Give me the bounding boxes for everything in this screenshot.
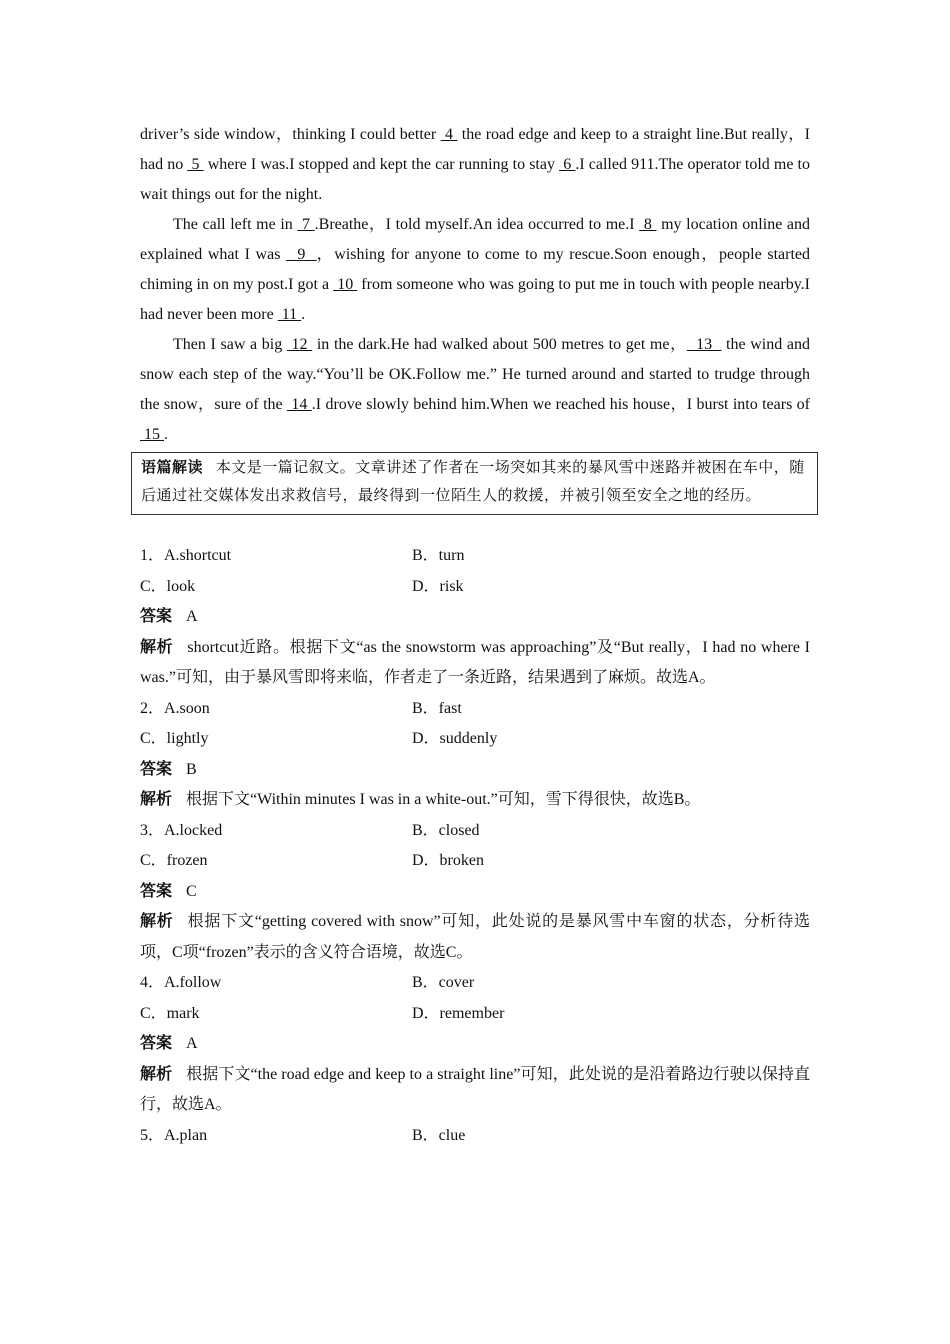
passage-text: . [164,426,168,443]
question-item [140,694,810,816]
analysis-line [140,1060,810,1121]
options-row [140,999,810,1030]
option-d: D．suddenly [412,730,498,747]
passage-paragraph-2 [140,210,810,330]
option-d: D．remember [412,1004,505,1022]
analysis-label: 解析 [140,638,174,656]
answer-label: 答案 [140,882,173,900]
answer-line [140,877,810,908]
option-c: C．lightly [140,730,209,747]
passage-text: driver’s side window，thinking I could better [140,126,441,143]
answer-value: A [186,1035,198,1052]
passage-text: The call left me in [173,216,298,233]
option-a: 2．A.soon [140,699,210,717]
question-item [140,816,810,969]
passage-text: .I called 911.The operator told me to wait things out for the night. [140,156,810,203]
summary-label: 语篇解读 [141,460,204,476]
question-5-options-row-1 [140,1121,810,1152]
passage-text: from someone who was going to put me in touch with people nearby.I had never been more [140,276,811,323]
blank-underline: 8 [639,216,657,233]
answer-value: A [186,608,198,625]
blank-underline: 6 [559,156,576,173]
passage-text: . [301,306,306,323]
passage-text: .Breathe，I told myself.An idea occurred to me.I [314,216,640,233]
option-b: B．closed [412,821,480,839]
blank-underline: 15 [140,426,164,443]
passage-text: in the dark.He had walked about 500 metres to get me， [312,336,687,353]
option-b: B．turn [412,547,465,564]
passage-text: where I was.I stopped and kept the car running to stay [203,156,560,173]
answer-line [140,755,810,786]
passage-text: Then I saw a big [173,336,287,353]
answer-label: 答案 [140,760,173,778]
answer-label: 答案 [140,608,173,625]
options-row [140,724,810,755]
passage-paragraph-1 [140,120,810,210]
option-c: C．frozen [140,852,208,869]
analysis-label: 解析 [140,791,173,808]
blank-underline: 7 [297,216,315,233]
analysis-text: 根据下文“getting covered with snow”可知，此处说的是暴风雪中车窗的状态，分析待选项，C项“frozen”表示的含义符合语境，故选C。 [140,913,810,961]
answer-label: 答案 [140,1035,173,1052]
option-a: 3．A.locked [140,821,223,839]
answer-value: B [186,760,197,778]
passage-text: ，wishing for anyone to come to my rescue.Soon enough，people started chiming in on my post.I got a [140,246,810,293]
passage-text: my location online and explained what I was [140,216,811,263]
passage-text: the wind and snow each step of the way.“You’ll be OK.Follow me.” He turned around and started to trudge through the snow，sure of the [140,336,811,413]
options-row [140,572,810,603]
blank-underline: 9 [286,246,317,263]
options-row [140,816,810,847]
option-b: B．cover [412,974,475,991]
summary-box [131,452,818,515]
option-c: C．look [140,577,196,595]
blank-underline: 5 [187,156,204,173]
option-b: B．fast [412,699,462,717]
summary-text: 本文是一篇记叙文。文章讲述了作者在一场突如其来的暴风雪中迷路并被困在车中，随后通过社交媒体发出求救信号，最终得到一位陌生人的救援，并被引领至安全之地的经历。 [141,460,805,504]
question-item [140,968,810,1121]
document-page [140,120,810,1151]
analysis-label: 解析 [140,913,174,930]
answer-line [140,602,810,633]
answer-value: C [186,882,197,900]
option-b: B．clue [412,1126,466,1144]
option-d: D．risk [412,577,464,595]
options-row [140,694,810,725]
option-a: 1．A.shortcut [140,547,232,564]
analysis-text: shortcut近路。根据下文“as the snowstorm was approaching”及“But really，I had no where I was.”可知，由于暴风雪即将来临，作者走了一条近路，结果遇到了麻烦。故选A。 [140,638,810,686]
passage-text: .I drove slowly behind him.When we reached his house，I burst into tears of [311,396,810,413]
answer-line [140,1029,810,1060]
options-row [140,968,810,999]
passage-paragraph-3 [140,330,810,450]
analysis-line [140,907,810,968]
blank-underline: 4 [440,126,458,143]
option-a: 5．A.plan [140,1126,208,1144]
analysis-line [140,633,810,694]
passage-text: the road edge and keep to a straight line.But really，I had no [140,126,811,173]
options-row [140,846,810,877]
option-c: C．mark [140,1004,200,1022]
option-d: D．broken [412,852,484,869]
blank-underline: 14 [287,396,312,413]
analysis-text: 根据下文“Within minutes I was in a white-out.”可知，雪下得很快，故选B。 [186,791,701,808]
blank-underline: 12 [286,336,313,353]
analysis-text: 根据下文“the road edge and keep to a straight line”可知，此处说的是沿着路边行驶以保持直行，故选A。 [140,1065,810,1113]
option-a: 4．A.follow [140,974,222,991]
question-item [140,541,810,694]
options-row [140,541,810,572]
blank-underline: 11 [277,306,302,323]
blank-underline: 10 [333,276,358,293]
question-list [140,541,810,1121]
blank-underline: 13 [686,336,722,353]
analysis-line [140,785,810,816]
analysis-label: 解析 [140,1065,173,1083]
